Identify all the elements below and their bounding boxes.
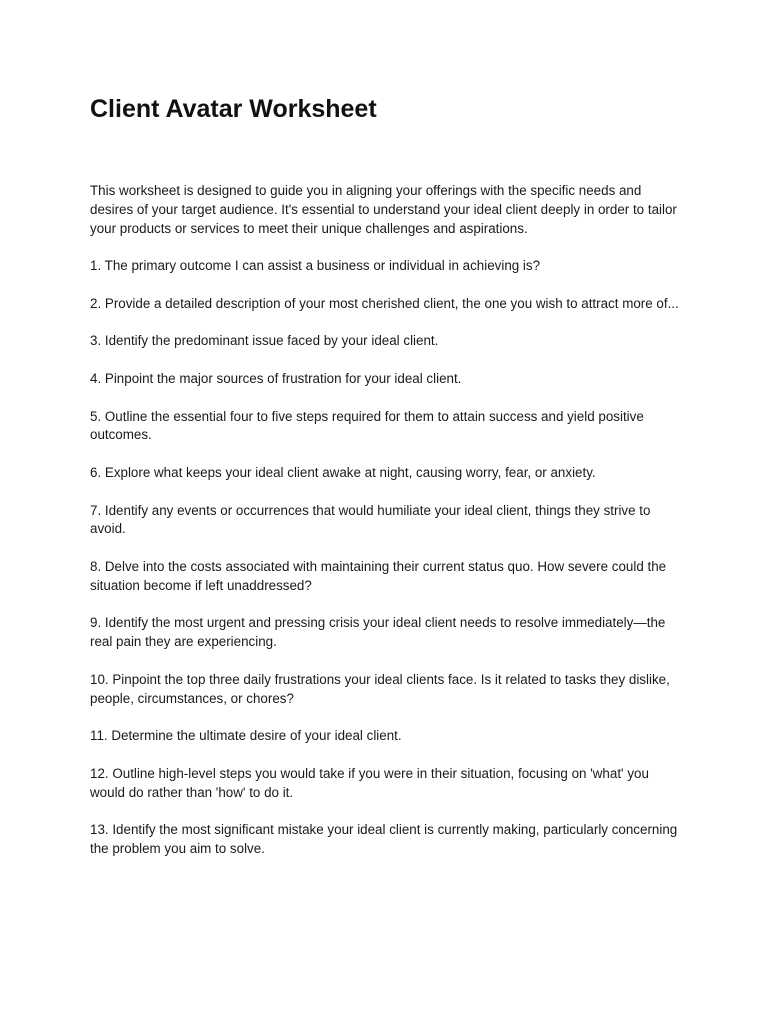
question-8: 8. Delve into the costs associated with maintaining their current status quo. How severe could the situation become if left unaddressed? — [90, 558, 667, 593]
document-body — [90, 182, 680, 877]
question-11: 11. Determine the ultimate desire of your ideal client. — [90, 728, 402, 744]
question-12: 12. Outline high-level steps you would take if you were in their situation, focusing on 'what' you would do rather than 'how' to do it. — [90, 765, 649, 800]
question-7: 7. Identify any events or occurrences that would humiliate your ideal client, things they strive to avoid. — [90, 502, 651, 537]
question-1: 1. The primary outcome I can assist a business or individual in achieving is? — [90, 258, 541, 274]
question-10: 10. Pinpoint the top three daily frustrations your ideal clients face. Is it related to tasks they dislike, people, circumstances, or chores? — [90, 671, 670, 706]
question-3: 3. Identify the predominant issue faced by your ideal client. — [90, 333, 439, 349]
question-2: 2. Provide a detailed description of your most cherished client, the one you wish to attract more of... — [90, 295, 679, 311]
question-5: 5. Outline the essential four to five steps required for them to attain success and yield positive outcomes. — [90, 408, 644, 443]
question-13: 13. Identify the most significant mistake your ideal client is currently making, particularly concerning the problem you aim to solve. — [90, 822, 678, 856]
question-4: 4. Pinpoint the major sources of frustration for your ideal client. — [90, 370, 462, 386]
intro-paragraph: This worksheet is designed to guide you in aligning your offerings with the specific needs and desires of your target audience. It's essential to understand your ideal client deeply in order to tailor your products or services to meet their unique challenges and aspirations. — [90, 183, 677, 236]
question-6: 6. Explore what keeps your ideal client awake at night, causing worry, fear, or anxiety. — [90, 464, 596, 480]
question-9: 9. Identify the most urgent and pressing crisis your ideal client needs to resolve immediately—the real pain they are experiencing. — [90, 615, 666, 650]
document-title: Client Avatar Worksheet — [90, 95, 377, 123]
